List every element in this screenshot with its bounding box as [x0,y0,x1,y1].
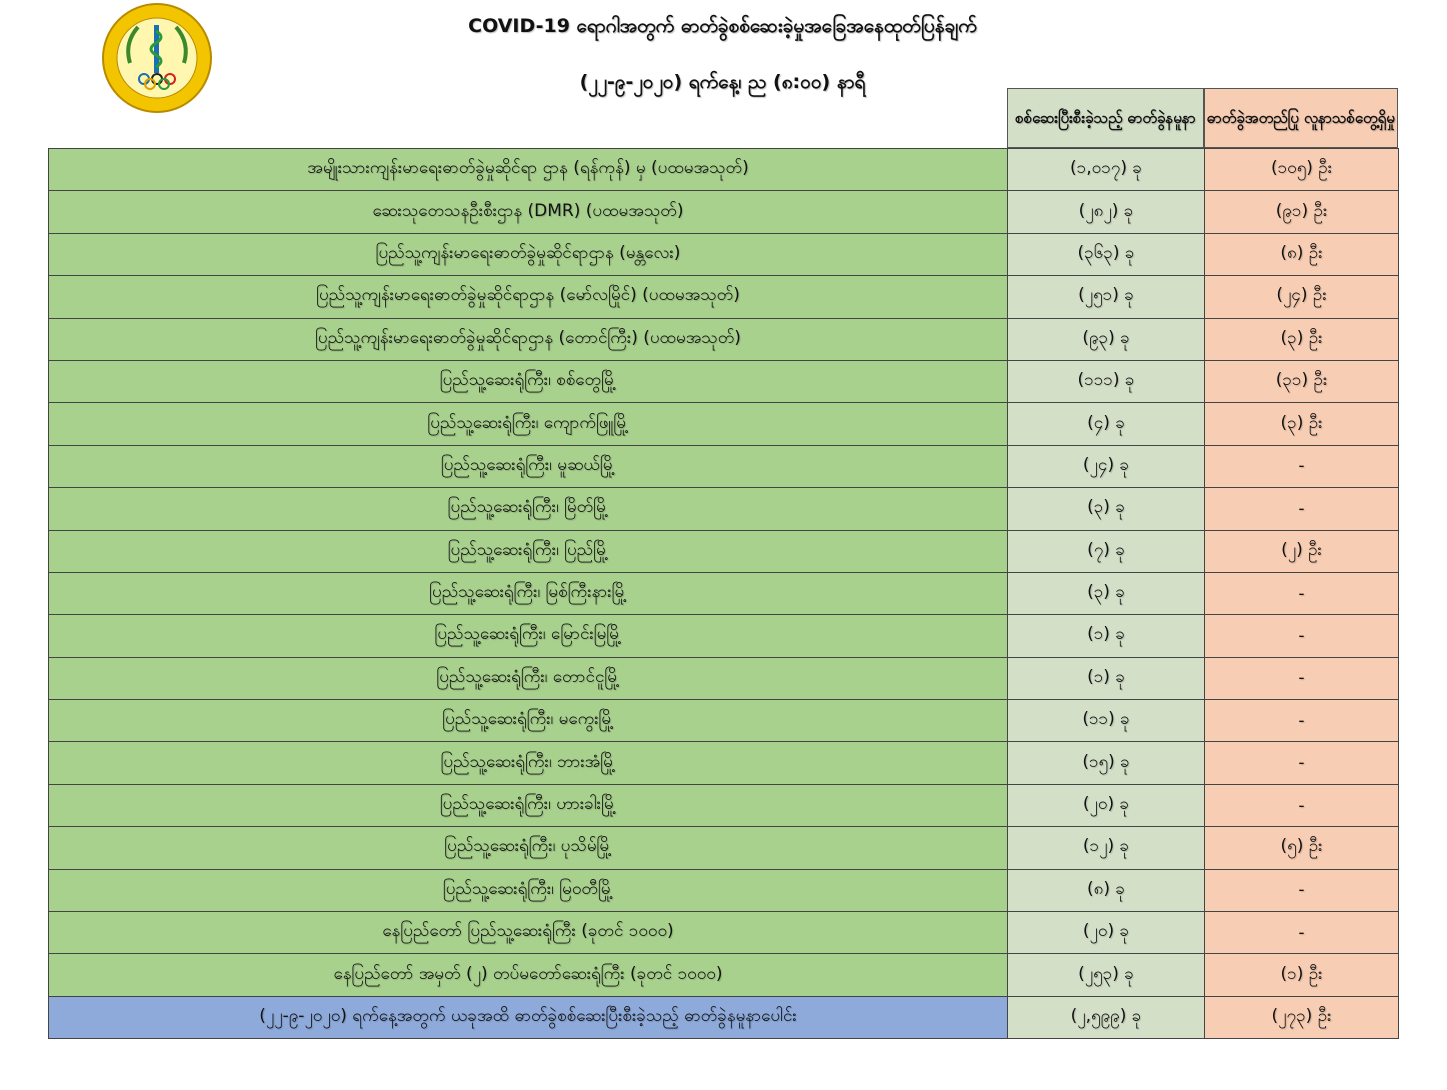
positive-count-cell: - [1205,572,1399,614]
results-table [48,148,1399,1039]
lab-name-cell: ပြည်သူ့ဆေးရုံကြီး၊ မကွေးမြို့ [49,700,1008,742]
positive-count-cell: - [1205,700,1399,742]
table-row [49,445,1399,487]
tested-count-cell: (၈) ခု [1008,869,1205,911]
tested-count-cell: (၂၄) ခု [1008,445,1205,487]
table-row [49,149,1399,191]
tested-count-cell: (၃) ခု [1008,488,1205,530]
tested-count-cell: (၂၈၂) ခု [1008,191,1205,233]
page-title: COVID-19 ရောဂါအတွက် ဓာတ်ခွဲစစ်ဆေးခဲ့မှုအခြေအနေထုတ်ပြန်ချက် [468,15,977,37]
page-subtitle: (၂၂-၉-၂၀၂၀) ရက်နေ့၊ ည (၈:၀၀) နာရီ [579,71,866,93]
positive-count-cell: (၃) ဦး [1205,318,1399,360]
table-row [49,488,1399,530]
positive-count-cell: (၂၄) ဦး [1205,276,1399,318]
positive-count-cell: (၉၁) ဦး [1205,191,1399,233]
positive-count-cell: - [1205,784,1399,826]
table-row [49,530,1399,572]
positive-count-cell: - [1205,742,1399,784]
positive-count-cell: (၁၀၅) ဦး [1205,149,1399,191]
lab-name-cell: ဆေးသုတေသနဦးစီးဌာန (DMR) (ပထမအသုတ်) [49,191,1008,233]
lab-name-cell: နေပြည်တော် ပြည်သူ့ဆေးရုံကြီး (ခုတင် ၁၀၀၀) [49,912,1008,954]
positive-count-cell: - [1205,445,1399,487]
tested-count-cell: (၂၅၁) ခု [1008,276,1205,318]
tested-count-cell: (၂၅၃) ခု [1008,954,1205,996]
tested-count-cell: (၇) ခု [1008,530,1205,572]
lab-name-cell: ပြည်သူ့ဆေးရုံကြီး၊ မြောင်းမြမြို့ [49,615,1008,657]
table-row [49,360,1399,402]
tested-count-cell: (၃) ခု [1008,572,1205,614]
total-tested-cell: (၂,၅၉၉) ခု [1008,996,1205,1038]
table-row [49,403,1399,445]
table-row [49,615,1399,657]
tested-count-cell: (၁) ခု [1008,657,1205,699]
positive-count-cell: (၅) ဦး [1205,827,1399,869]
lab-name-cell: နေပြည်တော် အမှတ် (၂) တပ်မတော်ဆေးရုံကြီး (ခုတင် ၁၀၀၀) [49,954,1008,996]
lab-name-cell: ပြည်သူ့ကျန်းမာရေးဓာတ်ခွဲမှုဆိုင်ရာဌာန (မန္တလေး) [49,233,1008,275]
column-header-tested: စစ်ဆေးပြီးစီးခဲ့သည့် ဓာတ်ခွဲနမူနာ [1007,88,1204,148]
table-row [49,233,1399,275]
positive-count-cell: (၁) ဦး [1205,954,1399,996]
tested-count-cell: (၁၅) ခု [1008,742,1205,784]
tested-count-cell: (၁၂) ခု [1008,827,1205,869]
lab-name-cell: ပြည်သူ့ဆေးရုံကြီး၊ ပုသိမ်မြို့ [49,827,1008,869]
positive-count-cell: - [1205,615,1399,657]
lab-name-cell: ပြည်သူ့ဆေးရုံကြီး၊ မြိတ်မြို့ [49,488,1008,530]
positive-count-cell: (၃) ဦး [1205,403,1399,445]
table-row [49,869,1399,911]
table-row [49,954,1399,996]
tested-count-cell: (၁၁) ခု [1008,700,1205,742]
positive-count-cell: - [1205,657,1399,699]
lab-name-cell: ပြည်သူ့ကျန်းမာရေးဓာတ်ခွဲမှုဆိုင်ရာဌာန (တောင်ကြီး) (ပထမအသုတ်) [49,318,1008,360]
table-row [49,191,1399,233]
table-row [49,827,1399,869]
table-row [49,700,1399,742]
positive-count-cell: (၈) ဦး [1205,233,1399,275]
positive-count-cell: (၂) ဦး [1205,530,1399,572]
table-row [49,276,1399,318]
total-positive-cell: (၂၇၃) ဦး [1205,996,1399,1038]
tested-count-cell: (၂၀) ခု [1008,912,1205,954]
tested-count-cell: (၁) ခု [1008,615,1205,657]
lab-name-cell: ပြည်သူ့ဆေးရုံကြီး၊ မြစ်ကြီးနားမြို့ [49,572,1008,614]
tested-count-cell: (၂၀) ခု [1008,784,1205,826]
table-row [49,912,1399,954]
column-header-positive: ဓာတ်ခွဲအတည်ပြု လူနာသစ်တွေ့ရှိမှု [1204,88,1398,148]
positive-count-cell: - [1205,488,1399,530]
positive-count-cell: - [1205,912,1399,954]
ministry-of-health-logo [100,3,214,113]
tested-count-cell: (၁၁၁) ခု [1008,360,1205,402]
tested-count-cell: (၁,၀၁၇) ခု [1008,149,1205,191]
table-row [49,318,1399,360]
lab-name-cell: ပြည်သူ့ဆေးရုံကြီး၊ ကျောက်ဖြူမြို့ [49,403,1008,445]
positive-count-cell: (၃၁) ဦး [1205,360,1399,402]
table-row [49,784,1399,826]
total-label-cell: (၂၂-၉-၂၀၂၀) ရက်နေ့အတွက် ယခုအထိ ဓာတ်ခွဲစစ်ဆေးပြီးစီးခဲ့သည့် ဓာတ်ခွဲနမူနာပေါင်း [49,996,1008,1038]
lab-name-cell: ပြည်သူ့ဆေးရုံကြီး၊ ဟားခါးမြို့ [49,784,1008,826]
positive-count-cell: - [1205,869,1399,911]
table-row [49,657,1399,699]
lab-name-cell: ပြည်သူ့ဆေးရုံကြီး၊ ပြည်မြို့ [49,530,1008,572]
lab-name-cell: ပြည်သူ့ဆေးရုံကြီး၊ ဘားအံမြို့ [49,742,1008,784]
lab-name-cell: အမျိုးသားကျန်းမာရေးဓာတ်ခွဲမှုဆိုင်ရာ ဌာန (ရန်ကုန်) မှ (ပထမအသုတ်) [49,149,1008,191]
lab-name-cell: ပြည်သူ့ဆေးရုံကြီး၊ မူဆယ်မြို့ [49,445,1008,487]
lab-name-cell: ပြည်သူ့ဆေးရုံကြီး၊ စစ်တွေမြို့ [49,360,1008,402]
tested-count-cell: (၃၆၃) ခု [1008,233,1205,275]
total-row [49,996,1399,1038]
lab-name-cell: ပြည်သူ့ဆေးရုံကြီး၊ မြဝတီမြို့ [49,869,1008,911]
lab-name-cell: ပြည်သူ့ဆေးရုံကြီး၊ တောင်ငူမြို့ [49,657,1008,699]
table-row [49,742,1399,784]
tested-count-cell: (၉၃) ခု [1008,318,1205,360]
table-row [49,572,1399,614]
lab-name-cell: ပြည်သူ့ကျန်းမာရေးဓာတ်ခွဲမှုဆိုင်ရာဌာန (မော်လမြိုင်) (ပထမအသုတ်) [49,276,1008,318]
tested-count-cell: (၄) ခု [1008,403,1205,445]
